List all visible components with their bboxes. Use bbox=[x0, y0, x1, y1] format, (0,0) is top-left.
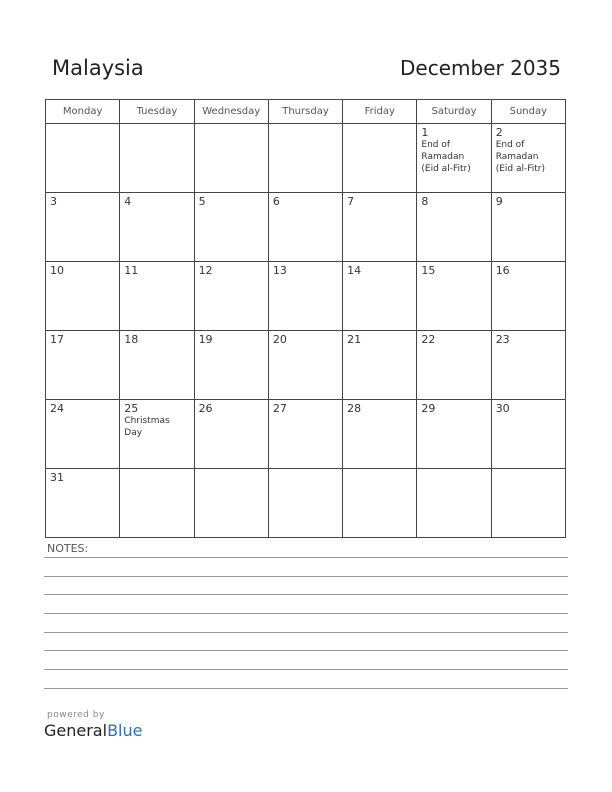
month-year-title: December 2035 bbox=[400, 56, 561, 80]
day-cell bbox=[343, 262, 417, 331]
day-cell bbox=[268, 262, 342, 331]
week-row bbox=[46, 124, 566, 193]
day-number: 5 bbox=[198, 195, 206, 208]
day-cell bbox=[120, 193, 194, 262]
week-row bbox=[46, 331, 566, 400]
day-number: 16 bbox=[495, 264, 510, 277]
notes-line bbox=[44, 557, 568, 558]
brand-general-text: General bbox=[44, 721, 108, 740]
day-cell bbox=[417, 193, 491, 262]
notes-line bbox=[44, 632, 568, 633]
day-cell bbox=[46, 124, 120, 193]
day-cell bbox=[343, 193, 417, 262]
day-cell bbox=[491, 193, 565, 262]
day-number: 25 bbox=[124, 402, 139, 415]
brand-blue-text: Blue bbox=[107, 721, 143, 740]
day-number: 6 bbox=[272, 195, 280, 208]
day-cell bbox=[491, 331, 565, 400]
country-title: Malaysia bbox=[52, 56, 144, 80]
day-number: 28 bbox=[347, 402, 362, 415]
day-number: 27 bbox=[272, 402, 287, 415]
day-number: 21 bbox=[347, 333, 362, 346]
day-cell bbox=[120, 469, 194, 538]
day-number: 15 bbox=[421, 264, 436, 277]
day-cell bbox=[46, 400, 120, 469]
day-number: 17 bbox=[50, 333, 64, 346]
day-number: 2 bbox=[495, 126, 503, 139]
day-cell bbox=[120, 124, 194, 193]
weekday-tuesday: Tuesday bbox=[120, 100, 194, 124]
weekday-thursday: Thursday bbox=[268, 100, 342, 124]
day-cell bbox=[46, 193, 120, 262]
day-cell bbox=[417, 400, 491, 469]
day-number: 22 bbox=[421, 333, 436, 346]
day-cell bbox=[194, 262, 268, 331]
week-row bbox=[46, 400, 566, 469]
calendar-grid bbox=[45, 99, 566, 538]
day-number: 13 bbox=[272, 264, 287, 277]
day-cell bbox=[343, 331, 417, 400]
day-cell bbox=[417, 469, 491, 538]
day-cell bbox=[343, 469, 417, 538]
weekday-friday: Friday bbox=[343, 100, 417, 124]
day-cell bbox=[120, 331, 194, 400]
day-cell bbox=[120, 262, 194, 331]
powered-by-text: powered by bbox=[47, 710, 105, 720]
day-cell bbox=[491, 469, 565, 538]
day-cell bbox=[194, 469, 268, 538]
weekday-saturday: Saturday bbox=[417, 100, 491, 124]
day-cell bbox=[46, 469, 120, 538]
day-number: 24 bbox=[50, 402, 64, 415]
notes-line bbox=[44, 688, 568, 689]
day-cell bbox=[491, 124, 565, 193]
day-cell bbox=[194, 124, 268, 193]
holiday-label: Christmas Day bbox=[124, 416, 170, 438]
day-number: 26 bbox=[198, 402, 213, 415]
day-number: 8 bbox=[421, 195, 429, 208]
day-number: 20 bbox=[272, 333, 287, 346]
day-cell bbox=[194, 193, 268, 262]
day-cell bbox=[417, 331, 491, 400]
weekday-header-row bbox=[46, 100, 566, 124]
day-cell bbox=[194, 331, 268, 400]
day-cell bbox=[343, 400, 417, 469]
weekday-sunday: Sunday bbox=[491, 100, 565, 124]
notes-line bbox=[44, 650, 568, 651]
notes-line bbox=[44, 669, 568, 670]
day-cell bbox=[268, 400, 342, 469]
day-cell bbox=[120, 400, 194, 469]
day-number: 30 bbox=[495, 402, 510, 415]
day-number: 23 bbox=[495, 333, 510, 346]
day-number: 4 bbox=[124, 195, 132, 208]
day-number: 19 bbox=[198, 333, 213, 346]
notes-line bbox=[44, 594, 568, 595]
week-row bbox=[46, 262, 566, 331]
day-number: 18 bbox=[124, 333, 139, 346]
day-number: 29 bbox=[421, 402, 436, 415]
calendar-body bbox=[46, 124, 566, 538]
day-number: 9 bbox=[495, 195, 503, 208]
day-cell bbox=[417, 262, 491, 331]
day-cell bbox=[268, 331, 342, 400]
day-cell bbox=[343, 124, 417, 193]
holiday-label: End of Ramadan (Eid al-Fitr) bbox=[421, 140, 471, 174]
holiday-label: End of Ramadan (Eid al-Fitr) bbox=[495, 140, 545, 174]
day-number: 12 bbox=[198, 264, 213, 277]
notes-line bbox=[44, 613, 568, 614]
day-number: 31 bbox=[50, 471, 64, 484]
day-cell bbox=[491, 400, 565, 469]
notes-line bbox=[44, 576, 568, 577]
day-number: 11 bbox=[124, 264, 139, 277]
day-number: 3 bbox=[50, 195, 57, 208]
day-number: 14 bbox=[347, 264, 362, 277]
day-cell bbox=[268, 469, 342, 538]
weekday-monday: Monday bbox=[46, 100, 120, 124]
day-cell bbox=[46, 262, 120, 331]
day-number: 7 bbox=[347, 195, 355, 208]
day-cell bbox=[268, 193, 342, 262]
day-number: 1 bbox=[421, 126, 429, 139]
week-row bbox=[46, 193, 566, 262]
day-cell bbox=[491, 262, 565, 331]
notes-label: NOTES: bbox=[47, 542, 89, 555]
day-cell bbox=[46, 331, 120, 400]
day-cell bbox=[417, 124, 491, 193]
week-row bbox=[46, 469, 566, 538]
generalblue-logo[interactable] bbox=[44, 721, 142, 740]
day-number: 10 bbox=[50, 264, 64, 277]
day-cell bbox=[194, 400, 268, 469]
day-cell bbox=[268, 124, 342, 193]
weekday-wednesday: Wednesday bbox=[194, 100, 268, 124]
